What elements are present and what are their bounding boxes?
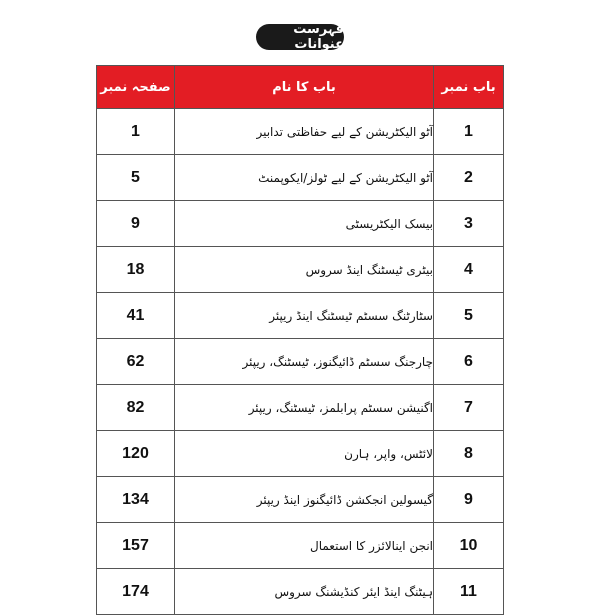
table-row xyxy=(97,155,504,201)
chapter-number: 3 xyxy=(434,201,504,247)
table-row xyxy=(97,109,504,155)
chapter-number: 6 xyxy=(434,339,504,385)
page-number: 174 xyxy=(97,569,175,615)
page-number: 120 xyxy=(97,431,175,477)
chapter-title: آٹو الیکٹریشن کے لیے ٹولز/ایکوپمنٹ xyxy=(175,155,434,201)
table-row xyxy=(97,293,504,339)
table-row xyxy=(97,339,504,385)
chapter-title: بیٹری ٹیسٹنگ اینڈ سروس xyxy=(175,247,434,293)
toc-table xyxy=(96,65,504,615)
chapter-number: 10 xyxy=(434,523,504,569)
table-row xyxy=(97,201,504,247)
chapter-number: 1 xyxy=(434,109,504,155)
page-number: 157 xyxy=(97,523,175,569)
page-number: 18 xyxy=(97,247,175,293)
page-number: 41 xyxy=(97,293,175,339)
chapter-title: لائٹس، واپر، ہارن xyxy=(175,431,434,477)
chapter-title: سٹارٹنگ سسٹم ٹیسٹنگ اینڈ ریپئر xyxy=(175,293,434,339)
header-page-number: صفحہ نمبر xyxy=(97,66,175,109)
chapter-number: 7 xyxy=(434,385,504,431)
header-chapter-number: باب نمبر xyxy=(434,66,504,109)
chapter-number: 2 xyxy=(434,155,504,201)
chapter-number: 4 xyxy=(434,247,504,293)
chapter-number: 9 xyxy=(434,477,504,523)
page-number: 82 xyxy=(97,385,175,431)
page-number: 9 xyxy=(97,201,175,247)
chapter-number: 5 xyxy=(434,293,504,339)
toc-heading: فہرست عنوانات xyxy=(256,24,344,50)
table-row xyxy=(97,523,504,569)
page-number: 1 xyxy=(97,109,175,155)
table-row xyxy=(97,247,504,293)
page-number: 62 xyxy=(97,339,175,385)
header-chapter-name: باب کا نام xyxy=(175,66,434,109)
chapter-title: اگنیشن سسٹم پرابلمز، ٹیسٹنگ، ریپئر xyxy=(175,385,434,431)
chapter-title: انجن اینالائزر کا استعمال xyxy=(175,523,434,569)
page-number: 5 xyxy=(97,155,175,201)
page-number: 134 xyxy=(97,477,175,523)
chapter-title: چارجنگ سسٹم ڈائیگنوز، ٹیسٹنگ، ریپئر xyxy=(175,339,434,385)
chapter-title: گیسولین انجکشن ڈائیگنوز اینڈ ریپئر xyxy=(175,477,434,523)
table-row xyxy=(97,477,504,523)
chapter-title: ہیٹنگ اینڈ ایئر کنڈیشنگ سروس xyxy=(175,569,434,615)
table-row xyxy=(97,385,504,431)
table-row xyxy=(97,569,504,615)
chapter-title: بیسک الیکٹریسٹی xyxy=(175,201,434,247)
chapter-number: 11 xyxy=(434,569,504,615)
table-row xyxy=(97,431,504,477)
chapter-number: 8 xyxy=(434,431,504,477)
toc-header-row xyxy=(97,66,504,109)
chapter-title: آٹو الیکٹریشن کے لیے حفاظتی تدابیر xyxy=(175,109,434,155)
